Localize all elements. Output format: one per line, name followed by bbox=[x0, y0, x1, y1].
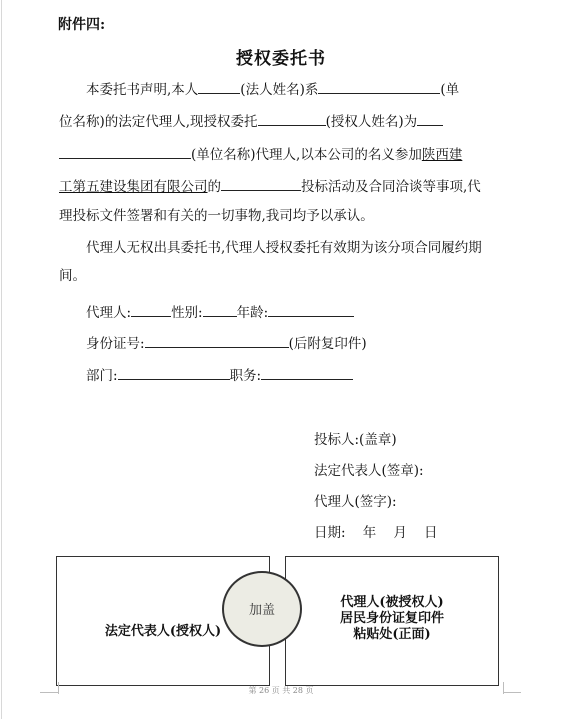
document-title: 授权委托书 bbox=[236, 49, 326, 69]
id-number-blank bbox=[145, 333, 289, 348]
id-number-row bbox=[86, 333, 367, 352]
legal-name-blank bbox=[198, 79, 240, 94]
bidder-seal-label: 投标人:(盖章) bbox=[314, 432, 397, 448]
agent-label: 代理人: bbox=[86, 305, 132, 321]
annex-label: 附件四: bbox=[58, 17, 106, 33]
body-line-3 bbox=[59, 144, 462, 163]
agent-blank bbox=[131, 302, 171, 317]
agent-box-label-2: 居民身份证复印件 bbox=[339, 611, 444, 626]
gender-blank bbox=[203, 302, 237, 317]
department-blank bbox=[118, 365, 230, 380]
body-text: (单 bbox=[440, 82, 460, 98]
id-number-label: 身份证号: bbox=[86, 336, 145, 352]
body-line-4 bbox=[59, 176, 481, 195]
body-text: 投标活动及合同洽谈等事项,代 bbox=[301, 179, 481, 195]
position-label: 职务: bbox=[229, 368, 262, 384]
agent-id-box bbox=[285, 556, 499, 686]
agent-box-label-3: 粘贴处(正面) bbox=[353, 627, 431, 642]
age-label: 年龄: bbox=[236, 305, 269, 321]
body-line-2 bbox=[59, 111, 443, 130]
body-line-1 bbox=[86, 79, 459, 98]
page-left-edge bbox=[1, 0, 2, 719]
id-note: (后附复印件) bbox=[288, 336, 367, 352]
agent-box-label-1: 代理人(被授权人) bbox=[340, 595, 444, 610]
agent-info-row bbox=[86, 302, 354, 321]
age-blank bbox=[268, 302, 354, 317]
body-text: 本委托书声明,本人 bbox=[86, 82, 199, 98]
authorized-name-blank bbox=[258, 111, 326, 126]
body-line-6: 代理人无权出具委托书,代理人授权委托有效期为该分项合同履约期 bbox=[86, 240, 482, 256]
project-blank bbox=[221, 176, 301, 191]
body-text: 位名称)的法定代理人,现授权委托 bbox=[59, 114, 258, 130]
company-name-blank bbox=[59, 144, 191, 159]
gender-label: 性别: bbox=[171, 305, 203, 321]
body-text: 的 bbox=[207, 179, 221, 195]
body-text: (法人姓名)系 bbox=[240, 82, 319, 98]
company-name-underlined: 陕西建 bbox=[421, 147, 463, 163]
seal-circle bbox=[222, 571, 302, 647]
department-row bbox=[86, 365, 353, 384]
company-name-underlined: 工第五建设集团有限公司 bbox=[59, 179, 208, 195]
legal-rep-signature-label: 法定代表人(签章): bbox=[314, 463, 424, 479]
agent-signature-label: 代理人(签字): bbox=[314, 494, 397, 510]
body-text: (授权人姓名)为 bbox=[325, 114, 418, 130]
blank bbox=[417, 111, 443, 126]
seal-label: 加盖 bbox=[248, 603, 275, 618]
position-blank bbox=[261, 365, 353, 380]
department-label: 部门: bbox=[86, 368, 118, 384]
body-line-7: 间。 bbox=[59, 268, 86, 284]
body-line-5: 理投标文件签署和有关的一切事物,我司均予以承认。 bbox=[59, 208, 374, 224]
page-number-footer: 第 26 页 共 28 页 bbox=[248, 686, 314, 695]
legal-rep-box-label: 法定代表人(授权人) bbox=[104, 624, 222, 639]
body-text: (单位名称)代理人,以本公司的名义参加 bbox=[191, 147, 422, 163]
company-name-blank bbox=[318, 79, 440, 94]
date-label: 日期: 年 月 日 bbox=[314, 525, 438, 541]
